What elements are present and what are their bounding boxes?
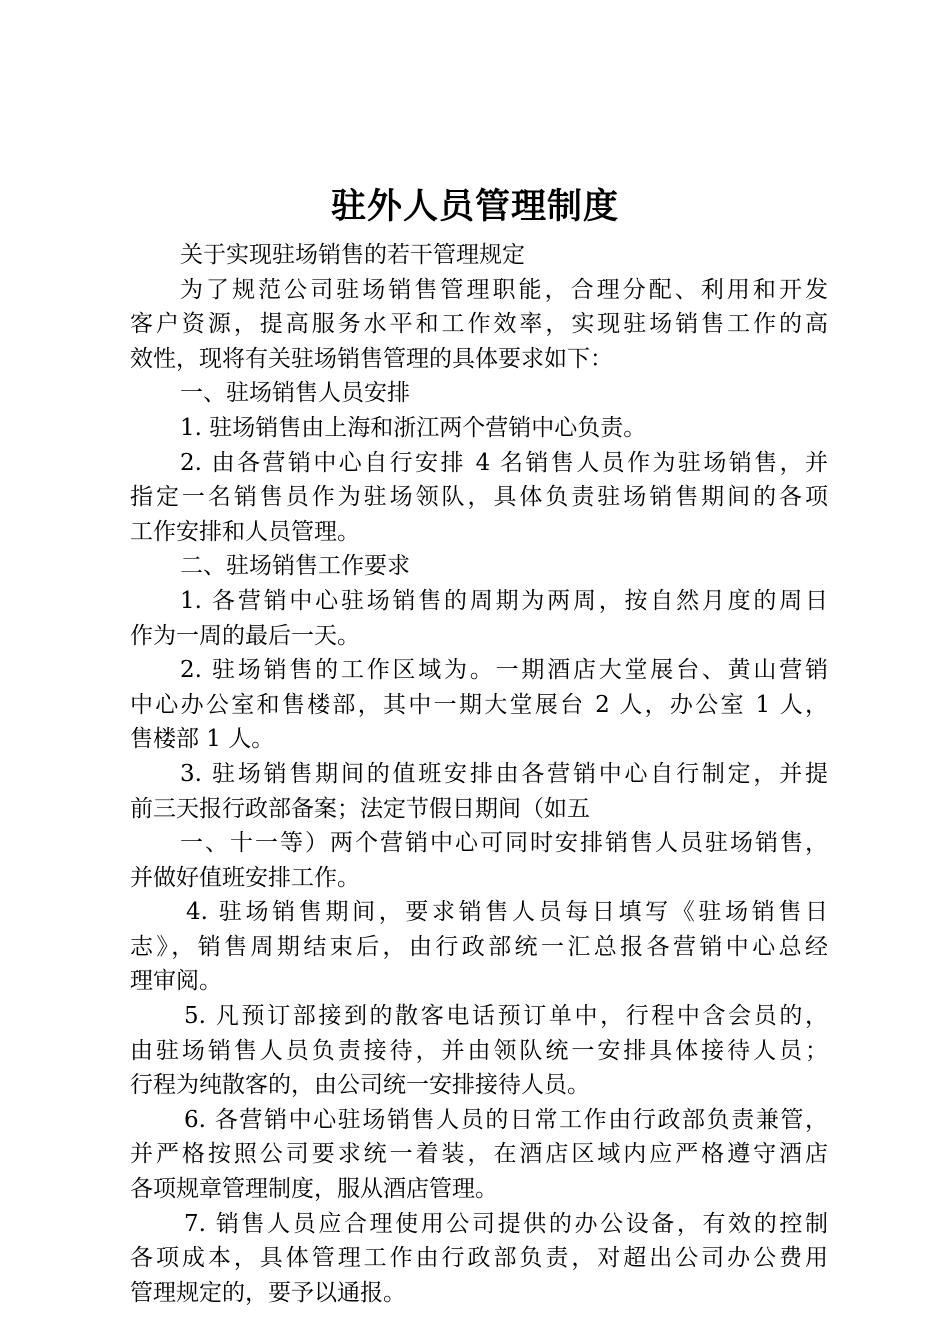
- list-item-line: 1. 驻场销售由上海和浙江两个营销中心负责。: [180, 414, 647, 441]
- list-item-line: 售楼部 1 人。: [130, 726, 275, 753]
- section-heading: 二、驻场销售工作要求: [180, 553, 410, 580]
- list-item-line: 4. 驻场销售期间，要求销售人员每日填写《驻场销售日: [186, 899, 828, 926]
- document-title: 驻外人员管理制度: [330, 186, 619, 227]
- list-item-line: 3. 驻场销售期间的值班安排由各营销中心自行制定，并提: [180, 760, 828, 787]
- list-item-line: 指定一名销售员作为驻场领队，具体负责驻场销售期间的各项: [130, 484, 828, 511]
- list-item-line: 6. 各营销中心驻场销售人员的日常工作由行政部负责兼管，: [184, 1106, 828, 1133]
- list-item-line: 2. 驻场销售的工作区域为。一期酒店大堂展台、黄山营销: [180, 657, 828, 684]
- list-item-line: 由驻场销售人员负责接待，并由领队统一安排具体接待人员；: [130, 1037, 828, 1064]
- list-item-line: 1. 各营销中心驻场销售的周期为两周，按自然月度的周日: [180, 587, 828, 614]
- list-item-line: 前三天报行政部备案；法定节假日期间（如五: [130, 795, 590, 822]
- list-item-line: 并做好值班安排工作。: [130, 864, 360, 891]
- paragraph-line: 效性，现将有关驻场销售管理的具体要求如下：: [130, 345, 613, 372]
- subtitle-line: 关于实现驻场销售的若干管理规定: [180, 242, 525, 268]
- list-item-line: 各项成本，具体管理工作由行政部负责，对超出公司办公费用: [130, 1245, 828, 1272]
- paragraph-line: 客户资源，提高服务水平和工作效率，实现驻场销售工作的高: [130, 311, 828, 338]
- list-item-line: 中心办公室和售楼部，其中一期大堂展台 2 人，办公室 1 人，: [130, 691, 828, 718]
- list-item-line: 工作安排和人员管理。: [130, 518, 360, 545]
- list-item-line: 一、十一等）两个营销中心可同时安排销售人员驻场销售，: [180, 830, 828, 857]
- list-item-line: 7. 销售人员应合理使用公司提供的办公设备，有效的控制: [184, 1210, 828, 1237]
- section-heading: 一、驻场销售人员安排: [180, 380, 410, 407]
- list-item-line: 并严格按照公司要求统一着装，在酒店区域内应严格遵守酒店: [130, 1141, 828, 1168]
- list-item-line: 管理规定的，要予以通报。: [130, 1279, 406, 1306]
- list-item-line: 5. 凡预订部接到的散客电话预订单中，行程中含会员的，: [184, 1003, 828, 1030]
- document-body: [130, 238, 828, 1310]
- list-item-line: 行程为纯散客的，由公司统一安排接待人员。: [130, 1072, 590, 1099]
- list-item-line: 志》，销售周期结束后，由行政部统一汇总报各营销中心总经: [130, 933, 828, 960]
- list-item-line: 作为一周的最后一天。: [130, 622, 360, 649]
- list-item-line: 理审阅。: [130, 968, 222, 995]
- list-item-line: 各项规章管理制度，服从酒店管理。: [130, 1176, 498, 1203]
- list-item-line: 2. 由各营销中心自行安排 4 名销售人员作为驻场销售，并: [180, 449, 828, 476]
- paragraph-line: 为了规范公司驻场销售管理职能，合理分配、利用和开发: [180, 276, 828, 303]
